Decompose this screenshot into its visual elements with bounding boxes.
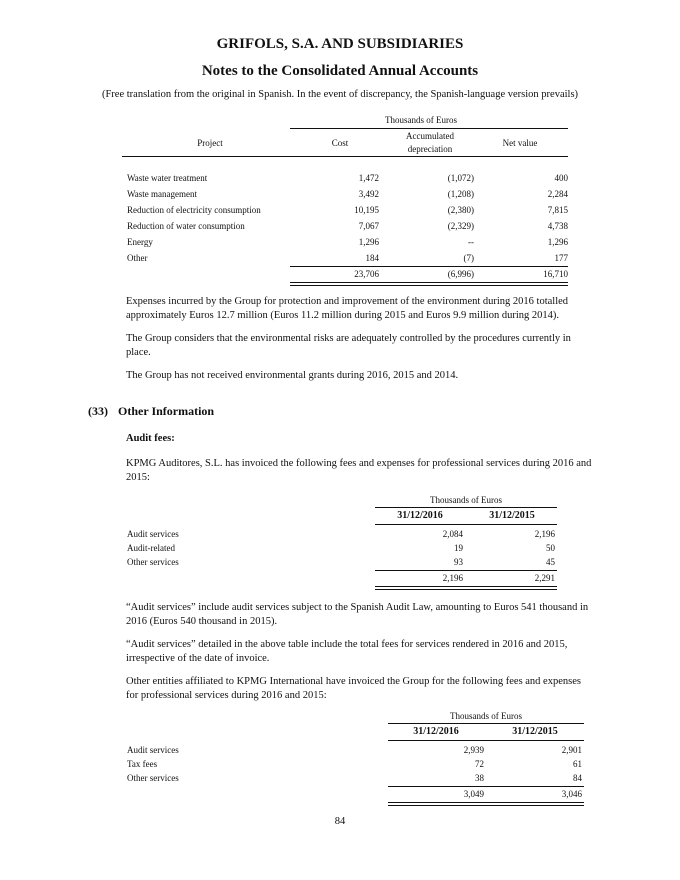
value-2015: 84 [573,773,582,783]
environment-risk-line-2: place. [126,347,151,358]
kpmg-international-line-2: for professional services during 2016 and 2015: [126,690,327,701]
column-header-cost: Cost [331,138,349,148]
page-title: Notes to the Consolidated Annual Accounts [201,63,479,79]
row-label: Reduction of water consumption [127,221,245,231]
value-2016: 93 [454,557,463,567]
kpmg-intro-line-1: KPMG Auditores, S.L. has invoiced the following fees and expenses for professional services during 2016 and [126,458,592,469]
row-label: Reduction of electricity consumption [127,205,261,215]
value-2015: 2,901 [561,745,582,755]
column-header-2015: 31/12/2015 [512,726,558,737]
accumulated-value: (1,072) [447,173,474,183]
environment-grants-text: The Group has not received environmental grants during 2016, 2015 and 2014. [126,370,459,381]
environment-expenses-line-1: Expenses incurred by the Group for protection and improvement of the environment during 2016 totalled [126,296,569,307]
row-label: Audit services [127,745,179,755]
accumulated-value: -- [468,237,474,247]
company-title: GRIFOLS, S.A. AND SUBSIDIARIES [216,36,464,52]
column-header-accumulated: Accumulated [406,131,454,141]
audit-services-detail-line-1: “Audit services” detailed in the above table include the total fees for services rendered in 2016 and 2015, [126,639,568,650]
cost-value: 184 [365,253,379,263]
kpmg-intro-line-2: 2015: [126,472,150,483]
table-group-header: Thousands of Euros [385,115,457,125]
total-net-value: 16,710 [543,269,568,279]
column-header-net-value: Net value [502,138,538,148]
total-rule [375,570,557,571]
row-label: Audit services [127,529,179,539]
total-double-rule [375,586,557,590]
row-label: Other services [127,773,179,783]
total-cost: 23,706 [354,269,379,279]
row-label: Waste water treatment [127,173,208,183]
header-rule [122,156,568,157]
row-label: Waste management [127,189,197,199]
section-title: Other Information [118,404,215,418]
row-label: Tax fees [127,759,158,769]
column-header-2015: 31/12/2015 [489,510,535,521]
kpmg-international-line-1: Other entities affiliated to KPMG International have invoiced the Group for the following fees and expenses [126,676,581,687]
page-number: 84 [334,816,346,827]
net-value: 1,296 [547,237,568,247]
value-2016: 72 [475,759,484,769]
environment-expenses-line-2: approximately Euros 12.7 million (Euros 11.2 million during 2015 and Euros 9.9 million during 2014). [126,310,559,321]
row-label: Other services [127,557,179,567]
row-label: Energy [127,237,153,247]
audit-services-note-line-2: 2016 (Euros 540 thousand in 2015). [126,616,278,627]
total-rule [388,786,584,787]
net-value: 177 [554,253,568,263]
column-header-project: Project [197,138,223,148]
header-rule [375,524,557,525]
net-value: 7,815 [547,205,568,215]
environment-risk-line-1: The Group considers that the environmental risks are adequately controlled by the procedures currently in [126,333,571,344]
group-header-rule [290,128,568,129]
accumulated-value: (1,208) [447,189,474,199]
value-2015: 2,196 [534,529,555,539]
cost-value: 10,195 [354,205,379,215]
net-value: 4,738 [547,221,568,231]
accumulated-value: (2,329) [447,221,474,231]
group-header-rule [375,507,557,508]
total-2016: 3,049 [463,789,484,799]
accumulated-value: (2,380) [447,205,474,215]
total-2016: 2,196 [442,573,463,583]
audit-services-detail-line-2: irrespective of the date of invoice. [126,653,270,664]
row-label: Audit-related [127,543,175,553]
total-double-rule [388,802,584,806]
table-group-header: Thousands of Euros [450,711,522,721]
column-header-depreciation: depreciation [407,144,453,154]
value-2015: 50 [546,543,555,553]
cost-value: 1,472 [358,173,379,183]
header-rule [388,740,584,741]
total-double-rule [290,282,568,286]
total-2015: 2,291 [534,573,555,583]
value-2015: 45 [546,557,555,567]
audit-fees-heading: Audit fees: [126,433,175,444]
value-2016: 2,084 [442,529,463,539]
audit-services-note-line-1: “Audit services” include audit services subject to the Spanish Audit Law, amounting to Euros 541 thousand in [126,602,589,613]
translation-note: (Free translation from the original in Spanish. In the event of discrepancy, the Spanish-language version prevails) [101,89,579,100]
total-accumulated: (6,996) [447,269,474,279]
value-2016: 2,939 [463,745,484,755]
row-label: Other [127,253,148,263]
column-header-2016: 31/12/2016 [413,726,459,737]
value-2016: 19 [454,543,463,553]
table-group-header: Thousands of Euros [430,495,502,505]
column-header-2016: 31/12/2016 [397,510,443,521]
cost-value: 3,492 [358,189,379,199]
value-2016: 38 [475,773,484,783]
cost-value: 7,067 [358,221,379,231]
total-rule [290,266,568,267]
cost-value: 1,296 [358,237,379,247]
section-number: (33) [88,404,108,418]
total-2015: 3,046 [561,789,582,799]
value-2015: 61 [573,759,582,769]
net-value: 2,284 [547,189,568,199]
net-value: 400 [554,173,568,183]
accumulated-value: (7) [463,253,474,263]
group-header-rule [388,723,584,724]
